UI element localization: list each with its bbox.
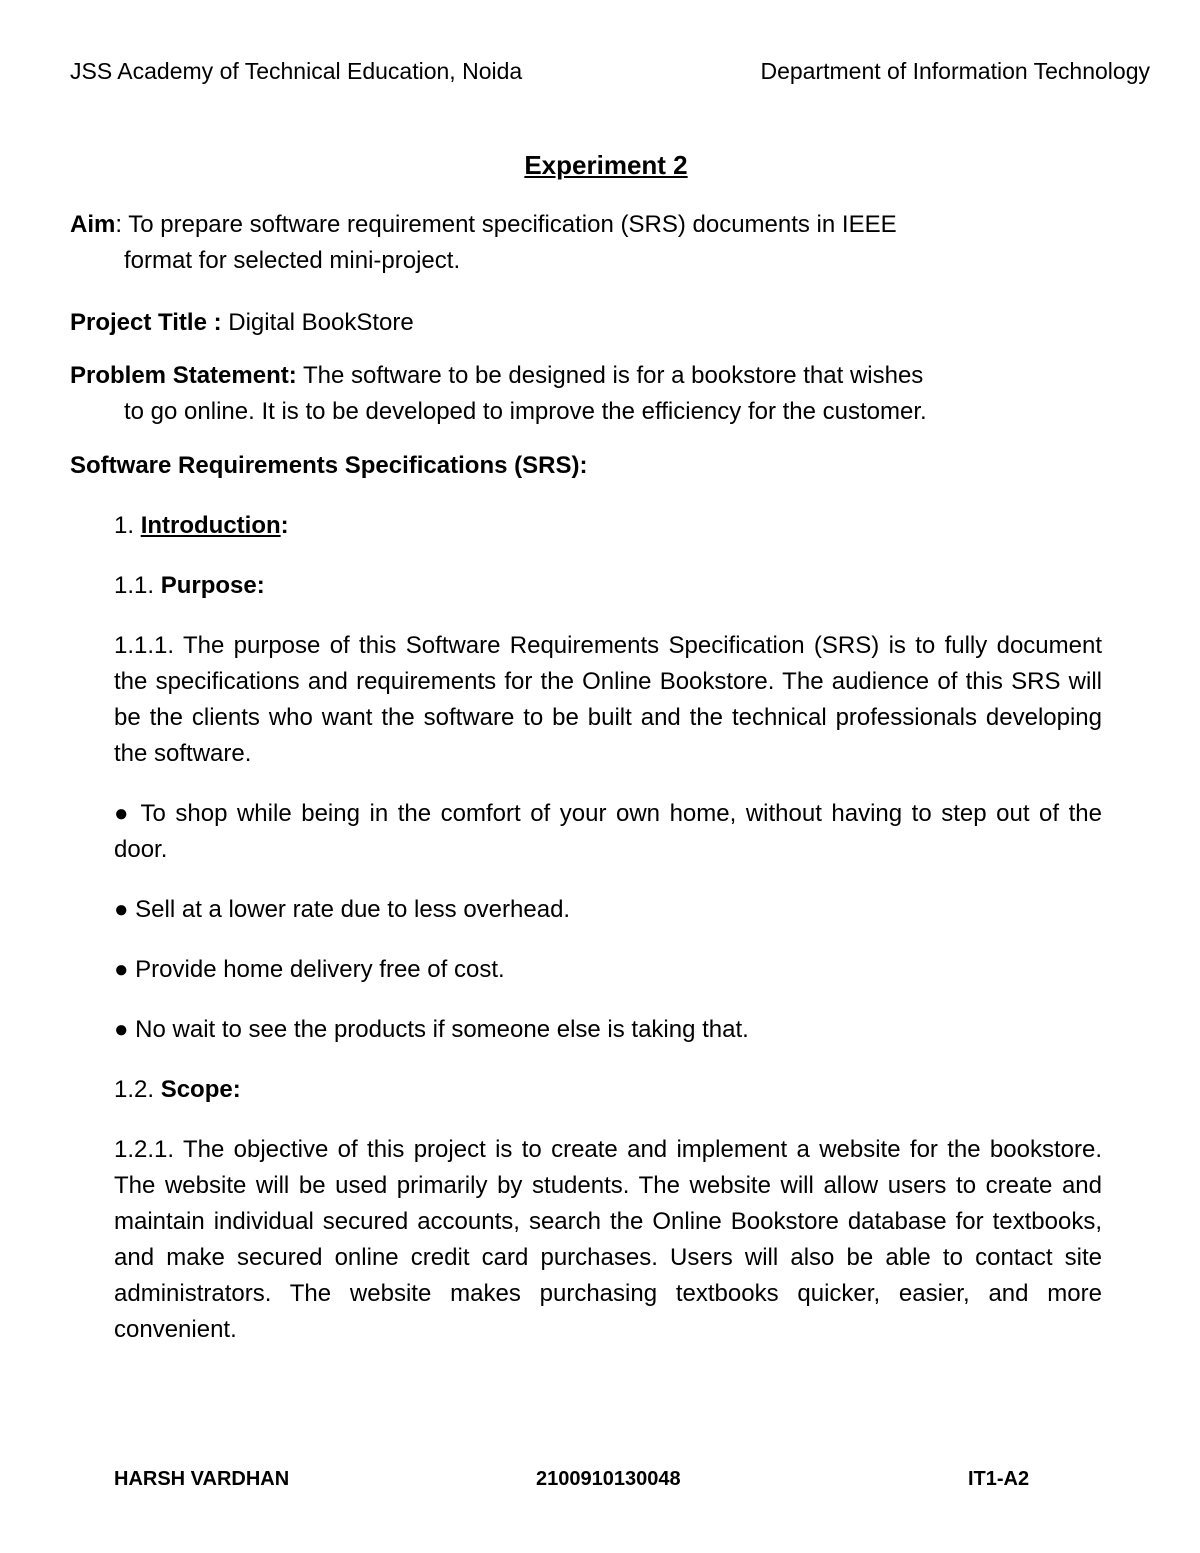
problem-statement-line1: The software to be designed is for a bookstore that wishes (296, 362, 924, 389)
bullet-item: ● Sell at a lower rate due to less overhead. (114, 896, 571, 923)
problem-statement-label: Problem Statement: (70, 362, 297, 389)
aim-paragraph (70, 207, 1070, 279)
project-title-label: Project Title : (70, 309, 222, 336)
aim-label: Aim (70, 211, 116, 238)
header-institution: JSS Academy of Technical Education, Noida (70, 58, 523, 84)
header-department: Department of Information Technology (760, 58, 1150, 84)
section-1-2-heading (114, 1072, 241, 1108)
srs-heading: Software Requirements Specifications (SRS): (70, 452, 588, 479)
bullet-item: ● To shop while being in the comfort of your own home, without having to step out of the door. (114, 800, 1102, 863)
bullet-item: ● No wait to see the products if someone else is taking that. (114, 1016, 749, 1043)
section-1-colon: : (280, 512, 289, 539)
footer-student-name: HARSH VARDHAN (114, 1468, 290, 1490)
footer-section: IT1-A2 (968, 1468, 1030, 1490)
project-title-line (70, 305, 414, 341)
paragraph-1-2-1: 1.2.1. The objective of this project is to create and implement a website for the bookstore. The website will be used primarily by students. The website will allow users to create and maintain individual secured accounts, search the Online Bookstore database for textbooks, and make secured online credit card purchases. Users will also be able to contact site administrators. The website makes purchasing textbooks quicker, easier, and more convenient. (114, 1136, 1102, 1343)
section-1-heading (114, 508, 289, 544)
bullet-item: ● Provide home delivery free of cost. (114, 956, 505, 983)
section-1-1-number: 1.1. (114, 572, 161, 599)
section-1-2-title: Scope: (160, 1076, 241, 1103)
section-1-2-number: 1.2. (114, 1076, 161, 1103)
section-1-1-heading (114, 568, 265, 604)
section-1-title: Introduction (140, 512, 281, 539)
aim-line2: format for selected mini-project. (124, 247, 461, 274)
paragraph-1-1-1: 1.1.1. The purpose of this Software Requirements Specification (SRS) is to fully document the specifications and requirements for the Online Bookstore. The audience of this SRS will be the clients who want the software to be built and the technical professionals developing the software. (114, 632, 1102, 767)
page-title: Experiment 2 (524, 150, 688, 180)
section-1-number: 1. (114, 512, 141, 539)
project-title-value: Digital BookStore (221, 309, 414, 336)
footer-roll-number: 2100910130048 (536, 1468, 681, 1490)
section-1-1-title: Purpose: (160, 572, 265, 599)
problem-statement-line2: to go online. It is to be developed to improve the efficiency for the customer. (124, 398, 927, 425)
problem-statement (70, 358, 1130, 430)
aim-line1: : To prepare software requirement specification (SRS) documents in IEEE (115, 211, 897, 238)
